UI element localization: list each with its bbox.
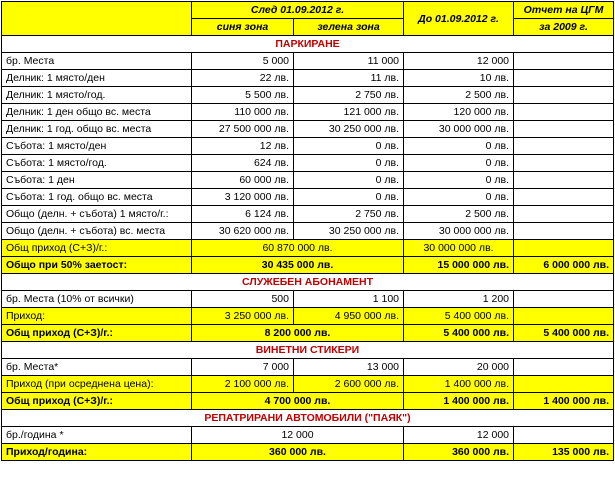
row-label: Събота: 1 ден xyxy=(2,172,192,189)
table-row xyxy=(2,172,614,189)
parking-income-report xyxy=(514,240,614,257)
table-row xyxy=(2,87,614,104)
row-label: Делник: 1 ден общо вс. места xyxy=(2,104,192,121)
before-value: 2 500 лв. xyxy=(404,87,514,104)
green-zone-value: 2 750 лв. xyxy=(294,206,404,223)
vignettes-places-blue: 7 000 xyxy=(192,359,294,376)
parking-income-before: 30 000 000 лв. xyxy=(404,240,514,257)
report-value xyxy=(514,189,614,206)
before-value: 120 000 лв. xyxy=(404,104,514,121)
section-parking-row xyxy=(2,36,614,53)
subscription-total-label: Общ приход (С+З)/г.: xyxy=(2,325,192,342)
report-value xyxy=(514,172,614,189)
towing-count-row xyxy=(2,427,614,444)
subscription-places-green: 1 100 xyxy=(294,291,404,308)
report-value xyxy=(514,206,614,223)
green-zone-value: 30 250 000 лв. xyxy=(294,121,404,138)
towing-count-label: бр./година * xyxy=(2,427,192,444)
green-zone-value: 0 лв. xyxy=(294,189,404,206)
section-vignettes-title: ВИНЕТНИ СТИКЕРИ xyxy=(2,342,614,359)
section-towing-title: РЕПАТРИРАНИ АВТОМОБИЛИ ("ПАЯК") xyxy=(2,410,614,427)
subscription-places-row xyxy=(2,291,614,308)
subscription-income-label: Приход: xyxy=(2,308,192,325)
before-value: 0 лв. xyxy=(404,155,514,172)
blue-zone-value: 110 000 лв. xyxy=(192,104,294,121)
subscription-places-before: 1 200 xyxy=(404,291,514,308)
green-zone-value: 11 лв. xyxy=(294,70,404,87)
parking-income-after: 60 870 000 лв. xyxy=(192,240,404,257)
blue-zone-value: 3 120 000 лв. xyxy=(192,189,294,206)
subscription-income-report xyxy=(514,308,614,325)
green-zone-value: 0 лв. xyxy=(294,155,404,172)
row-label: Делник: 1 място/год. xyxy=(2,87,192,104)
row-label: Делник: 1 год. общо вс. места xyxy=(2,121,192,138)
towing-count-report xyxy=(514,427,614,444)
green-zone-value: 0 лв. xyxy=(294,138,404,155)
revenue-table xyxy=(1,1,614,461)
before-value: 0 лв. xyxy=(404,189,514,206)
row-label: Събота: 1 год. общо вс. места xyxy=(2,189,192,206)
table-row xyxy=(2,104,614,121)
row-label: Делник: 1 място/ден xyxy=(2,70,192,87)
before-value: 30 000 000 лв. xyxy=(404,223,514,240)
towing-count-before: 12 000 xyxy=(404,427,514,444)
table-row xyxy=(2,121,614,138)
towing-count-after: 12 000 xyxy=(192,427,404,444)
report-value xyxy=(514,155,614,172)
vignettes-total-label: Общ приход (С+З)/г.: xyxy=(2,393,192,410)
row-label: Събота: 1 място/ден xyxy=(2,138,192,155)
parking-occupancy-before: 15 000 000 лв. xyxy=(404,257,514,274)
blue-zone-value: 5 000 xyxy=(192,53,294,70)
blue-zone-value: 624 лв. xyxy=(192,155,294,172)
subscription-income-before: 5 400 000 лв. xyxy=(404,308,514,325)
parking-occupancy-label: Общо при 50% заетост: xyxy=(2,257,192,274)
row-label: Общо (делн. + събота) вс. места xyxy=(2,223,192,240)
towing-income-label: Приход/година: xyxy=(2,444,192,461)
subscription-places-report xyxy=(514,291,614,308)
green-zone-value: 30 250 000 лв. xyxy=(294,223,404,240)
vignettes-places-label: бр. Места* xyxy=(2,359,192,376)
before-value: 0 лв. xyxy=(404,138,514,155)
green-zone-value: 0 лв. xyxy=(294,172,404,189)
report-value xyxy=(514,53,614,70)
table-row xyxy=(2,53,614,70)
before-value: 12 000 xyxy=(404,53,514,70)
header-before-date: До 01.09.2012 г. xyxy=(404,2,514,36)
before-value: 10 лв. xyxy=(404,70,514,87)
subscription-total-before: 5 400 000 лв. xyxy=(404,325,514,342)
vignettes-total-report: 1 400 000 лв. xyxy=(514,393,614,410)
section-vignettes-row xyxy=(2,342,614,359)
subscription-income-row xyxy=(2,308,614,325)
before-value: 30 000 000 лв. xyxy=(404,121,514,138)
green-zone-value: 121 000 лв. xyxy=(294,104,404,121)
header-report-line2: за 2009 г. xyxy=(514,19,614,36)
vignettes-total-before: 1 400 000 лв. xyxy=(404,393,514,410)
blue-zone-value: 6 124 лв. xyxy=(192,206,294,223)
report-value xyxy=(514,70,614,87)
table-row xyxy=(2,206,614,223)
blue-zone-value: 60 000 лв. xyxy=(192,172,294,189)
table-row xyxy=(2,189,614,206)
header-row-1 xyxy=(2,2,614,19)
towing-income-before: 360 000 лв. xyxy=(404,444,514,461)
blue-zone-value: 22 лв. xyxy=(192,70,294,87)
subscription-total-report: 5 400 000 лв. xyxy=(514,325,614,342)
report-value xyxy=(514,104,614,121)
report-value xyxy=(514,138,614,155)
parking-occupancy-after: 30 435 000 лв. xyxy=(192,257,404,274)
blue-zone-value: 12 лв. xyxy=(192,138,294,155)
report-value xyxy=(514,121,614,138)
section-subscription-row xyxy=(2,274,614,291)
vignettes-income-blue: 2 100 000 лв. xyxy=(192,376,294,393)
vignettes-income-before: 1 400 000 лв. xyxy=(404,376,514,393)
vignettes-places-before: 20 000 xyxy=(404,359,514,376)
vignettes-income-row xyxy=(2,376,614,393)
table-row xyxy=(2,138,614,155)
header-green-zone: зелена зона xyxy=(294,19,404,36)
subscription-income-green: 4 950 000 лв. xyxy=(294,308,404,325)
parking-occupancy-report: 6 000 000 лв. xyxy=(514,257,614,274)
header-empty-cell xyxy=(2,2,192,36)
parking-income-label: Общ приход (С+З)/г.: xyxy=(2,240,192,257)
vignettes-places-report xyxy=(514,359,614,376)
table-row xyxy=(2,155,614,172)
vignettes-total-after: 4 700 000 лв. xyxy=(192,393,404,410)
blue-zone-value: 30 620 000 лв. xyxy=(192,223,294,240)
vignettes-places-row xyxy=(2,359,614,376)
report-value xyxy=(514,223,614,240)
header-after-date: След 01.09.2012 г. xyxy=(192,2,404,19)
towing-income-row xyxy=(2,444,614,461)
row-label: Общо (делн. + събота) 1 място/г.: xyxy=(2,206,192,223)
parking-income-row xyxy=(2,240,614,257)
before-value: 0 лв. xyxy=(404,172,514,189)
towing-income-report: 135 000 лв. xyxy=(514,444,614,461)
green-zone-value: 2 750 лв. xyxy=(294,87,404,104)
subscription-total-row xyxy=(2,325,614,342)
before-value: 2 500 лв. xyxy=(404,206,514,223)
row-label: бр. Места xyxy=(2,53,192,70)
subscription-places-label: бр. Места (10% от всички) xyxy=(2,291,192,308)
table-row xyxy=(2,223,614,240)
subscription-total-after: 8 200 000 лв. xyxy=(192,325,404,342)
towing-income-after: 360 000 лв. xyxy=(192,444,404,461)
vignettes-income-report xyxy=(514,376,614,393)
row-label: Събота: 1 място/год. xyxy=(2,155,192,172)
section-towing-row xyxy=(2,410,614,427)
green-zone-value: 11 000 xyxy=(294,53,404,70)
section-subscription-title: СЛУЖЕБЕН АБОНАМЕНТ xyxy=(2,274,614,291)
header-report-line1: Отчет на ЦГМ xyxy=(514,2,614,19)
vignettes-income-green: 2 600 000 лв. xyxy=(294,376,404,393)
section-parking-title: ПАРКИРАНЕ xyxy=(2,36,614,53)
parking-occupancy-row xyxy=(2,257,614,274)
blue-zone-value: 5 500 лв. xyxy=(192,87,294,104)
vignettes-places-green: 13 000 xyxy=(294,359,404,376)
subscription-places-blue: 500 xyxy=(192,291,294,308)
report-value xyxy=(514,87,614,104)
vignettes-total-row xyxy=(2,393,614,410)
table-row xyxy=(2,70,614,87)
header-blue-zone: синя зона xyxy=(192,19,294,36)
vignettes-income-label: Приход (при осреднена цена): xyxy=(2,376,192,393)
subscription-income-blue: 3 250 000 лв. xyxy=(192,308,294,325)
blue-zone-value: 27 500 000 лв. xyxy=(192,121,294,138)
